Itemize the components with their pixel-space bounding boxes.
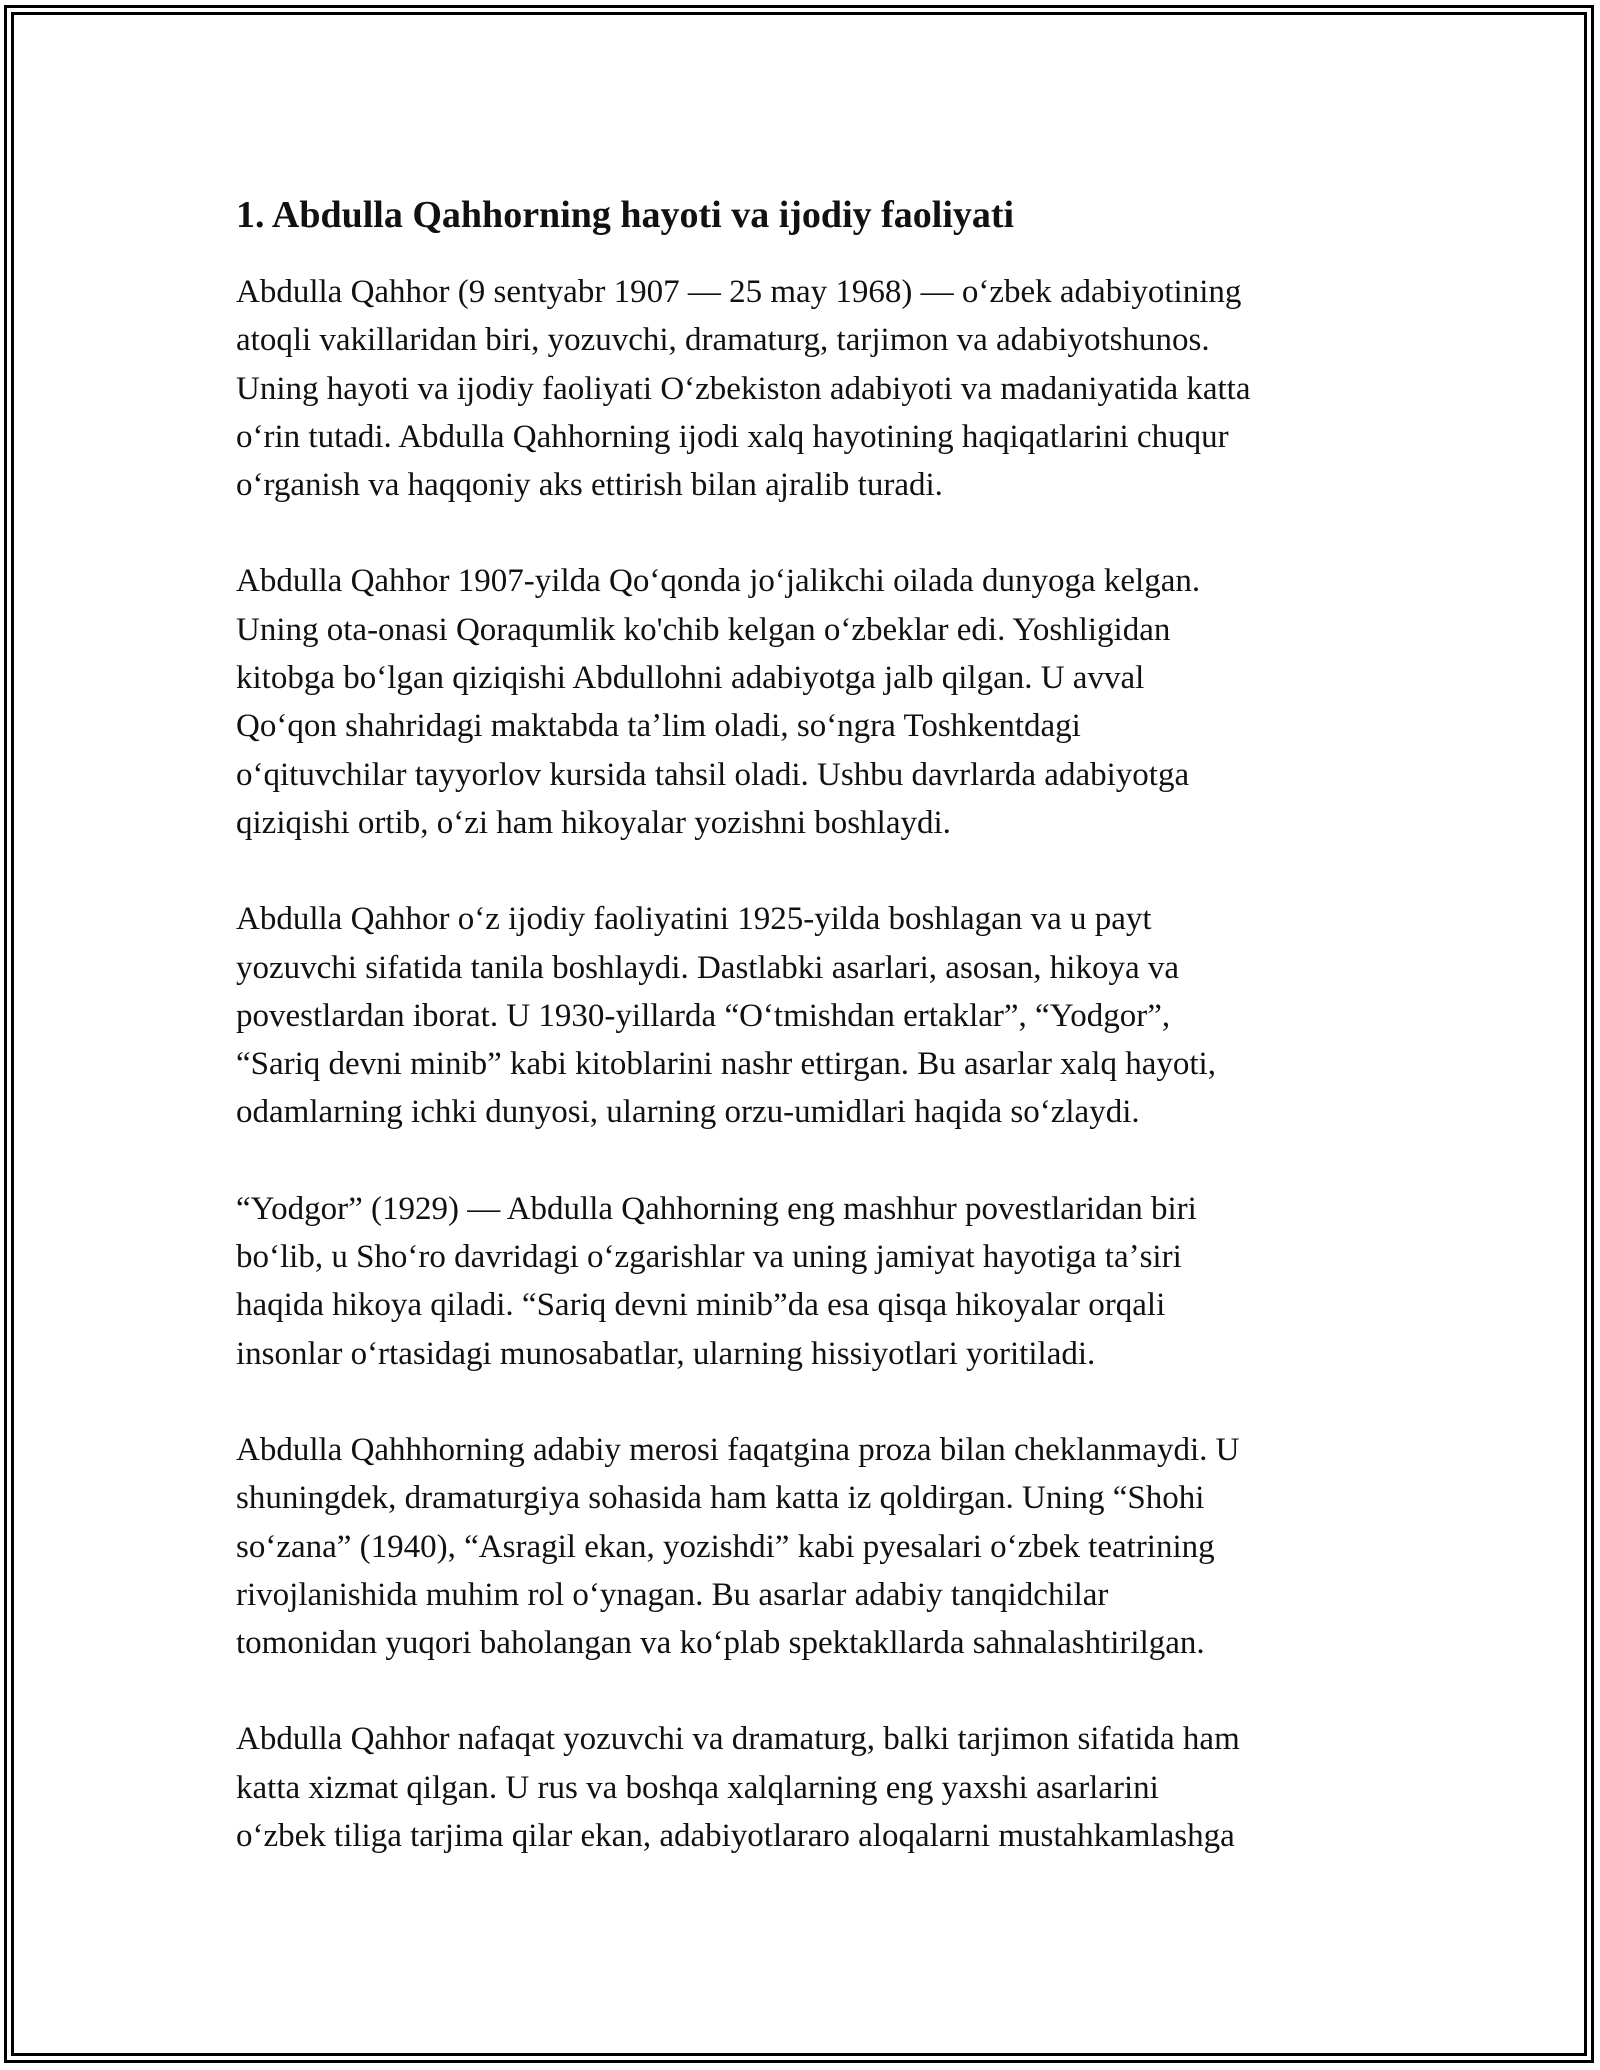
text-line: oʻrin tutadi. Abdulla Qahhorning ijodi xalq hayotining haqiqatlarini chuqur (236, 418, 1229, 455)
text-line: atoqli vakillaridan biri, yozuvchi, dramaturg, tarjimon va adabiyotshunos. (236, 322, 1210, 359)
text-line: katta xizmat qilgan. U rus va boshqa xalqlarning eng yaxshi asarlarini (236, 1769, 1159, 1806)
paragraph-5 (236, 1426, 1376, 1667)
text-line: oʻqituvchilar tayyorlov kursida tahsil oladi. Ushbu davrlarda adabiyotga (236, 756, 1190, 793)
text-line: oʻzbek tiliga tarjima qilar ekan, adabiyotlararo aloqalarni mustahkamlashga (236, 1818, 1235, 1855)
text-line: haqida hikoya qiladi. “Sariq devni minib”da esa qisqa hikoyalar orqali (236, 1287, 1166, 1324)
paragraph-4 (236, 1185, 1376, 1378)
text-line: Abdulla Qahhhorning adabiy merosi faqatgina proza bilan cheklanmaydi. U (236, 1431, 1240, 1468)
text-line: soʻzana” (1940), “Asragil ekan, yozishdi” kabi pyesalari oʻzbek teatrining (236, 1528, 1215, 1565)
paragraph-2 (236, 557, 1376, 847)
text-line: Abdulla Qahhor 1907-yilda Qoʻqonda joʻjalikchi oilada dunyoga kelgan. (236, 563, 1201, 600)
text-line: insonlar oʻrtasidagi munosabatlar, ularning hissiyotlari yoritiladi. (236, 1335, 1096, 1372)
document-body (236, 188, 1376, 1908)
text-line: Uning ota-onasi Qoraqumlik ko'chib kelgan oʻzbeklar edi. Yoshligidan (236, 611, 1171, 648)
text-line: rivojlanishida muhim rol oʻynagan. Bu asarlar adabiy tanqidchilar (236, 1576, 1109, 1613)
paragraph-3 (236, 895, 1376, 1136)
text-line: qiziqishi ortib, oʻzi ham hikoyalar yozishni boshlaydi. (236, 804, 951, 841)
paragraph-6 (236, 1715, 1376, 1860)
text-line: Abdulla Qahhor oʻz ijodiy faoliyatini 1925-yilda boshlagan va u payt (236, 901, 1152, 938)
paragraph-1 (236, 268, 1376, 509)
section-heading: 1. Abdulla Qahhorning hayoti va ijodiy faoliyati (236, 194, 1015, 236)
text-line: shuningdek, dramaturgiya sohasida ham katta iz qoldirgan. Uning “Shohi (236, 1480, 1205, 1517)
text-line: kitobga boʻlgan qiziqishi Abdullohni adabiyotga jalb qilgan. U avval (236, 660, 1145, 697)
text-line: “Sariq devni minib” kabi kitoblarini nashr ettirgan. Bu asarlar xalq hayoti, (236, 1046, 1216, 1083)
text-line: Qoʻqon shahridagi maktabda taʼlim oladi, soʻngra Toshkentdagi (236, 708, 1081, 745)
text-line: povestlardan iborat. U 1930-yillarda “Oʻtmishdan ertaklar”, “Yodgor”, (236, 997, 1171, 1034)
text-line: yozuvchi sifatida tanila boshlaydi. Dastlabki asarlari, asosan, hikoya va (236, 949, 1179, 986)
text-line: Uning hayoti va ijodiy faoliyati Oʻzbekiston adabiyoti va madaniyatida katta (236, 370, 1251, 407)
text-line: boʻlib, u Shoʻro davridagi oʻzgarishlar va uning jamiyat hayotiga taʼsiri (236, 1239, 1182, 1276)
text-line: “Yodgor” (1929) — Abdulla Qahhorning eng mashhur povestlaridan biri (236, 1190, 1197, 1227)
text-line: Abdulla Qahhor (9 sentyabr 1907 — 25 may 1968) — oʻzbek adabiyotining (236, 274, 1242, 310)
text-line: tomonidan yuqori baholangan va koʻplab spektakllarda sahnalashtirilgan. (236, 1625, 1205, 1662)
text-line: oʻrganish va haqqoniy aks ettirish bilan ajralib turadi. (236, 467, 943, 504)
text-line: odamlarning ichki dunyosi, ularning orzu-umidlari haqida soʻzlaydi. (236, 1094, 1140, 1131)
text-line: Abdulla Qahhor nafaqat yozuvchi va dramaturg, balki tarjimon sifatida ham (236, 1721, 1240, 1758)
